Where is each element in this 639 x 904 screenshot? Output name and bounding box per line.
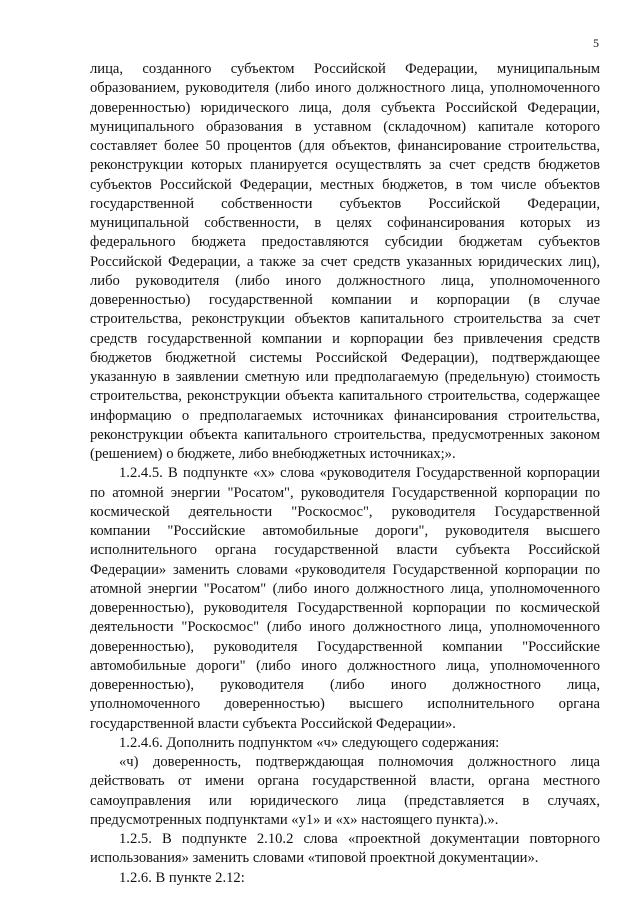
document-body: [90, 60, 600, 888]
paragraph-continuation: лица, созданного субъектом Российской Федерации, муниципальным образованием, руководителя (либо иного должностного лица, уполномоченного доверенностью) юридического лица, доля субъекта Российской Федерации, муниципального образования в уставном (складочном) капитале которого составляет более 50 процентов (для объектов, финансирование строительства, реконструкции которых планируется осуществлять за счет средств бюджетов субъектов Российской Федерации, местных бюджетов, в том числе объектов государственной собственности субъектов Российской Федерации, муниципальной собственности, в целях софинансирования которых из федерального бюджета предоставляются субсидии бюджетам субъектов Российской Федерации, а также за счет средств указанных юридических лиц), либо руководителя (либо иного должностного лица, уполномоченного доверенностью) государственной компании и корпорации (в случае строительства, реконструкции объектов капитального строительства за счет средств государственной компании и корпорации без привлечения средств бюджетов бюджетной системы Российской Федерации), подтверждающее указанную в заявлении сметную или предполагаемую (предельную) стоимость строительства, реконструкции объекта капитального строительства, содержащее информацию о предполагаемых источниках финансирования строительства, реконструкции объекта капитального строительства, предусмотренных законом (решением) о бюджете, либо внебюджетных источниках;».: [90, 61, 600, 462]
paragraph-item-1-2-4-5: 1.2.4.5. В подпункте «х» слова «руководителя Государственной корпорации по атомной энергии "Росатом", руководителя Государственной корпорации по космической деятельности "Роскосмос", руководителя Государственной компании "Российские автомобильные дороги", руководителя высшего исполнительного органа государственной власти субъекта Российской Федерации» заменить словами «руководителя Государственной корпорации по атомной энергии "Росатом" (либо иного должностного лица, уполномоченного доверенностью), руководителя Государственной корпорации по космической деятельности "Роскосмос" (либо иного должностного лица, уполномоченного доверенностью), руководителя Государственной компании "Российские автомобильные дороги" (либо иного должностного лица, уполномоченного доверенностью), руководителя (либо иного должностного лица, уполномоченного доверенностью) высшего исполнительного органа государственной власти субъекта Российской Федерации».: [90, 465, 600, 732]
paragraph-item-1-2-4-6: 1.2.4.6. Дополнить подпунктом «ч» следующего содержания:: [119, 734, 500, 751]
paragraph-subitem-ch: «ч) доверенность, подтверждающая полномочия должностного лица действовать от имени органа государственной власти, органа местного самоуправления или юридического лица (представляется в случаях, предусмотренных подпунктами «у1» и «х» настоящего пункта).».: [90, 754, 600, 828]
paragraph-item-1-2-5: 1.2.5. В подпункте 2.10.2 слова «проектной документации повторного использования» заменить словами «типовой проектной документации».: [90, 831, 600, 867]
paragraph-item-1-2-6: 1.2.6. В пункте 2.12:: [119, 869, 245, 886]
page-number: 5: [593, 36, 599, 50]
